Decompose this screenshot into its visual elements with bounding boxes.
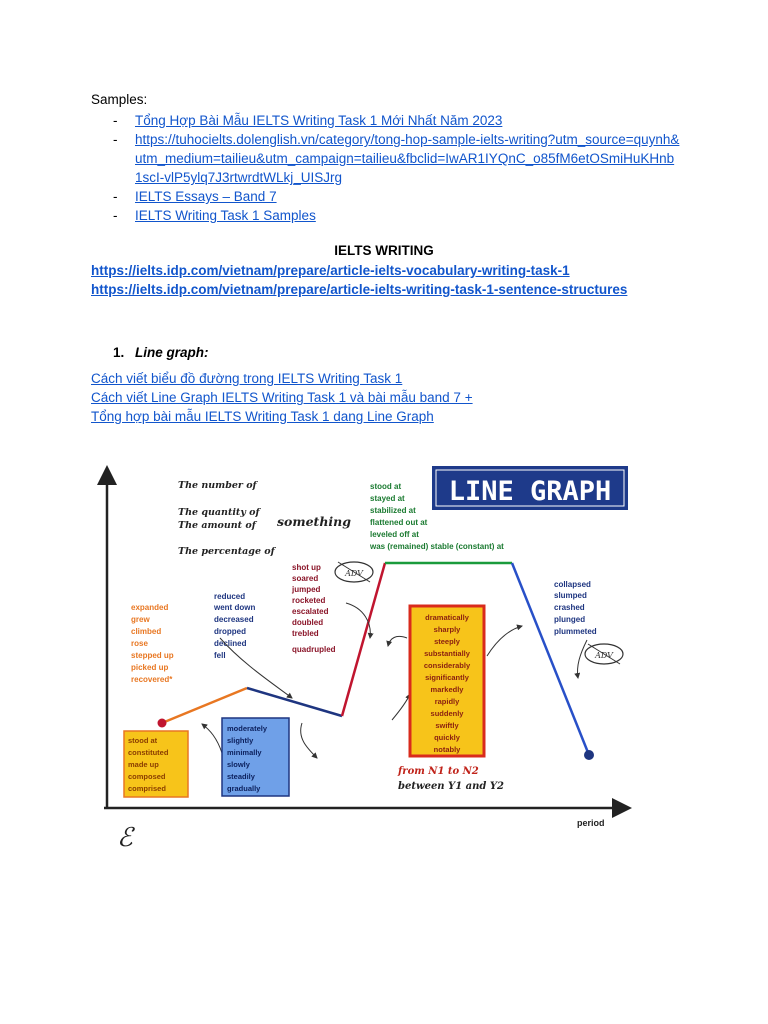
pointer-arrow xyxy=(388,636,407,646)
sharp-rise-word: quadrupled xyxy=(292,645,336,654)
stood-word: leveled off at xyxy=(370,530,419,539)
sample-link-tong-hop[interactable]: Tổng Hợp Bài Mẫu IELTS Writing Task 1 Mới Nhất Năm 2023 xyxy=(135,113,503,128)
sharp-rise-word: jumped xyxy=(292,585,321,594)
heading-text: Line graph: xyxy=(135,345,209,360)
rise-word: picked up xyxy=(131,663,169,672)
end-point xyxy=(584,750,594,760)
bullet-dash: - xyxy=(113,208,118,223)
rise-word: recovered* xyxy=(131,675,173,684)
fall-word: fell xyxy=(214,651,226,660)
sharp-rise-word: rocketed xyxy=(292,596,326,605)
strong-adverb: steeply xyxy=(434,637,460,646)
idp-sentence-structures-link[interactable]: https://ielts.idp.com/vietnam/prepare/article-ielts-writing-task-1-sentence-structures xyxy=(91,282,628,297)
list-item xyxy=(113,130,693,187)
stood-word: stayed at xyxy=(370,494,405,503)
moderate-adverb: slowly xyxy=(227,760,250,769)
strong-adverb: substantially xyxy=(424,649,470,658)
intro-quantity-of: The quantity of xyxy=(178,507,260,518)
strong-adverb: suddenly xyxy=(430,709,464,718)
rise-word: expanded xyxy=(131,603,169,612)
sharp-rise-word: shot up xyxy=(292,563,321,572)
strong-adverb: markedly xyxy=(430,685,464,694)
start-word: stood at xyxy=(128,736,158,745)
start-word: made up xyxy=(128,760,159,769)
strong-adverb: considerably xyxy=(423,661,471,670)
line-segment-sharp-rise xyxy=(342,563,385,716)
logo-glyph: ℰ xyxy=(117,823,133,853)
bullet-dash: - xyxy=(113,132,118,147)
sample-link-dolenglish[interactable]: https://tuhocielts.dolenglish.vn/category/tong-hop-sample-ielts-writing?utm_source=quynh&utm_medium=tailieu&utm_campaign=tailieu&fbclid=IwAR1IYQnC_o85fM6etOSmiHuKHnb1scI-vlP5ylq7J3rtwrdtWLkj_UISJrg xyxy=(135,132,680,185)
svg-text:ADV: ADV xyxy=(345,569,363,578)
moderate-adverb: moderately xyxy=(227,724,268,733)
pointer-arrow xyxy=(487,626,522,656)
moderate-adverb: steadily xyxy=(227,772,255,781)
crash-word: plummeted xyxy=(554,627,597,636)
line-graph-heading xyxy=(113,345,209,360)
crash-words xyxy=(554,580,597,636)
fall-word: went down xyxy=(214,603,256,612)
fall-word: reduced xyxy=(214,592,246,601)
adv-badge-top xyxy=(335,562,373,582)
strong-adverb: sharply xyxy=(433,625,461,634)
intro-amount-of: The amount of xyxy=(178,520,256,531)
idp-vocabulary-link[interactable]: https://ielts.idp.com/vietnam/prepare/article-ielts-vocabulary-writing-task-1 xyxy=(91,263,570,278)
sharp-rise-word: escalated xyxy=(292,607,329,616)
start-point xyxy=(158,719,167,728)
pointer-arrow xyxy=(301,723,317,758)
section-title: IELTS WRITING xyxy=(334,243,434,258)
list-item xyxy=(113,187,693,206)
sharp-rise-word: doubled xyxy=(292,618,324,627)
rise-word: rose xyxy=(131,639,148,648)
sharp-rise-word: soared xyxy=(292,574,319,583)
crash-word: collapsed xyxy=(554,580,591,589)
stood-word: stood at xyxy=(370,482,402,491)
sharp-rise-words xyxy=(291,563,336,654)
line-graph-link-samples[interactable]: Tổng hợp bài mẫu IELTS Writing Task 1 dang Line Graph xyxy=(91,409,434,424)
pointer-arrow xyxy=(577,640,587,678)
line-graph-illustration xyxy=(92,458,652,853)
stood-word: was (remained) stable (constant) at xyxy=(370,542,504,551)
fall-word: decreased xyxy=(214,615,254,624)
fall-word: dropped xyxy=(214,627,246,636)
fall-word: declined xyxy=(214,639,247,648)
sample-link-task1-samples[interactable]: IELTS Writing Task 1 Samples xyxy=(135,208,316,223)
rise-word: climbed xyxy=(131,627,162,636)
moderate-adverb: slightly xyxy=(227,736,254,745)
pointer-arrow xyxy=(392,694,410,720)
banner-title: LINE GRAPH xyxy=(448,476,612,507)
sharp-rise-word: trebled xyxy=(292,629,319,638)
bullet-dash: - xyxy=(113,189,118,204)
intro-something: something xyxy=(277,514,351,529)
moderate-adverb: gradually xyxy=(227,784,261,793)
crash-word: slumped xyxy=(554,591,587,600)
start-word: constituted xyxy=(128,748,169,757)
list-item xyxy=(113,206,693,225)
line-graph-link-how-to[interactable]: Cách viết biểu đồ đường trong IELTS Writing Task 1 xyxy=(91,371,403,386)
bullet-dash: - xyxy=(113,113,118,128)
strong-adverb: rapidly xyxy=(434,697,460,706)
rise-word: stepped up xyxy=(131,651,174,660)
samples-list xyxy=(113,111,693,225)
from-to-text: from N1 to N2 xyxy=(398,766,479,777)
intro-number-of: The number of xyxy=(178,480,257,491)
fall-words xyxy=(213,592,255,660)
x-axis-label: period xyxy=(577,818,605,828)
samples-label: Samples: xyxy=(91,92,148,107)
svg-text:ADV: ADV xyxy=(595,651,613,660)
strong-adverb: dramatically xyxy=(425,613,469,622)
between-text: between Y1 and Y2 xyxy=(398,781,504,792)
moderate-adverb: minimally xyxy=(227,748,262,757)
stood-word: stabilized at xyxy=(370,506,416,515)
pointer-arrow xyxy=(202,724,222,753)
crash-word: crashed xyxy=(554,603,585,612)
stood-word: flattened out at xyxy=(370,518,428,527)
start-word: composed xyxy=(128,772,166,781)
intro-percentage-of: The percentage of xyxy=(178,546,275,557)
start-word: comprised xyxy=(128,784,166,793)
line-graph-link-band7[interactable]: Cách viết Line Graph IELTS Writing Task 1 và bài mẫu band 7 + xyxy=(91,390,473,405)
strong-adverb: significantly xyxy=(425,673,469,682)
list-item xyxy=(113,111,693,130)
list-number: 1. xyxy=(113,345,125,360)
strong-adverb: quickly xyxy=(434,733,460,742)
crash-word: plunged xyxy=(554,615,586,624)
rise-words xyxy=(131,603,174,684)
strong-adverb: swiftly xyxy=(435,721,459,730)
sample-link-essays-band7[interactable]: IELTS Essays – Band 7 xyxy=(135,189,277,204)
line-segment-fall xyxy=(247,688,342,716)
strong-adverb: notably xyxy=(433,745,461,754)
rise-word: grew xyxy=(131,615,150,624)
adv-badge-right xyxy=(585,644,623,664)
